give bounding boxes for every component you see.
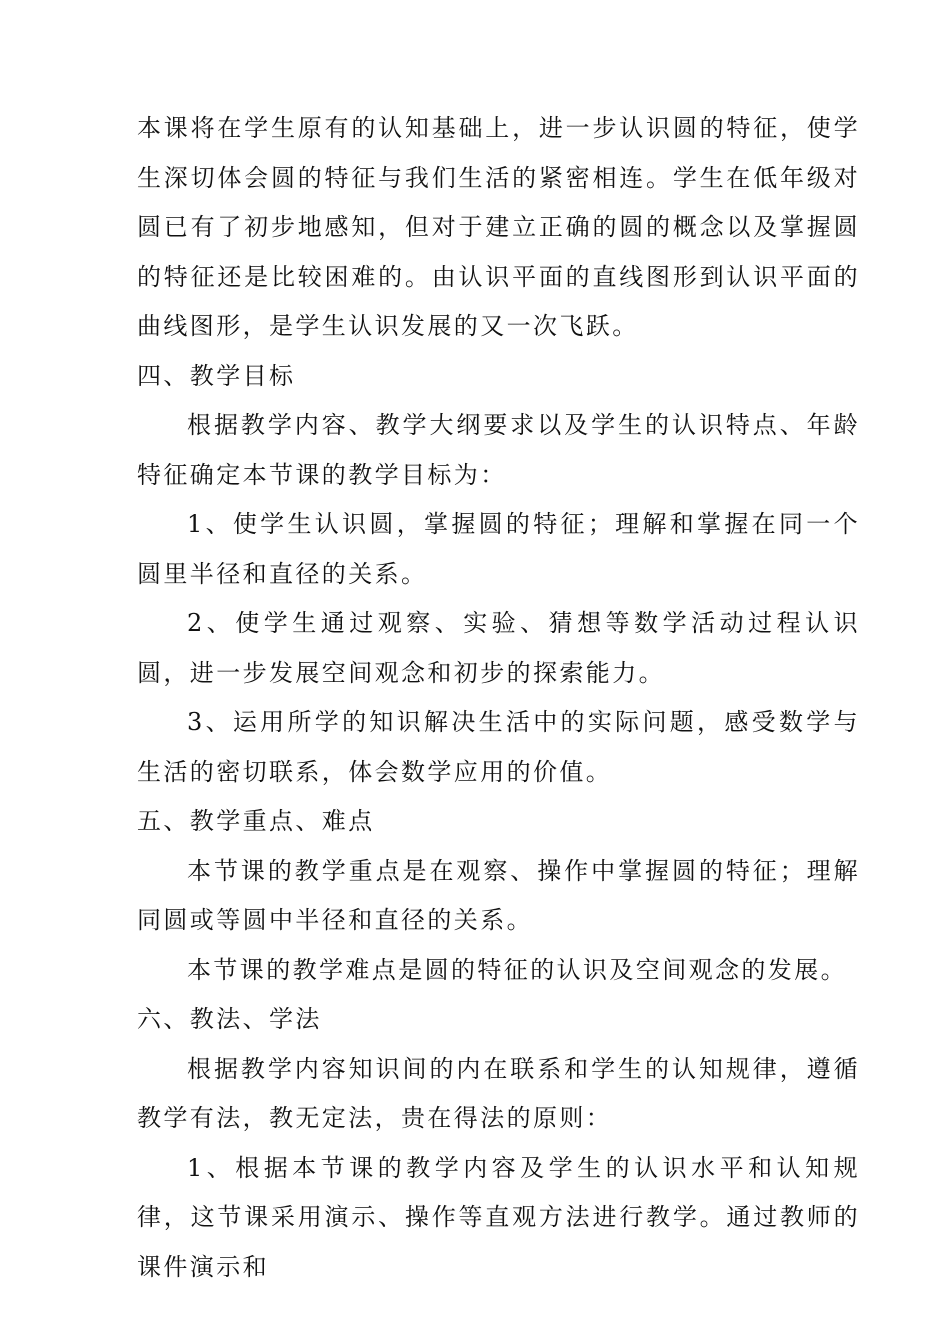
section-heading-methods: 六、教法、学法	[137, 1005, 322, 1033]
goal-item-3: 3、运用所学的知识解决生活中的实际问题，感受数学与生活的密切联系，体会数学应用的价值。	[137, 708, 860, 786]
method-item-1: 1、根据本节课的教学内容及学生的认识水平和认知规律，这节课采用演示、操作等直观方法进行教学。通过教师的课件演示和	[137, 1153, 860, 1281]
goal-item-1: 1、使学生认识圆，掌握圆的特征；理解和掌握在同一个圆里半径和直径的关系。	[137, 510, 860, 588]
document-body	[137, 104, 860, 1292]
paragraph-difficulty: 本节课的教学难点是圆的特征的认识及空间观念的发展。	[187, 955, 847, 984]
section-heading-key-points: 五、教学重点、难点	[137, 807, 375, 835]
paragraph-methods-intro: 根据教学内容知识间的内在联系和学生的认知规律，遵循教学有法，教无定法，贵在得法的原则：	[137, 1054, 860, 1132]
paragraph-intro: 本课将在学生原有的认知基础上，进一步认识圆的特征，使学生深切体会圆的特征与我们生活的紧密相连。学生在低年级对圆已有了初步地感知，但对于建立正确的圆的概念以及掌握圆的特征还是比较困难的。由认识平面的直线图形到认识平面的曲线图形，是学生认识发展的又一次飞跃。	[137, 114, 860, 340]
paragraph-key-point: 本节课的教学重点是在观察、操作中掌握圆的特征；理解同圆或等圆中半径和直径的关系。	[137, 856, 860, 934]
goal-item-2: 2、使学生通过观察、实验、猜想等数学活动过程认识圆，进一步发展空间观念和初步的探索能力。	[137, 609, 860, 687]
section-heading-teaching-goals: 四、教学目标	[137, 361, 296, 390]
paragraph-goals-intro: 根据教学内容、教学大纲要求以及学生的认识特点、年龄特征确定本节课的教学目标为：	[137, 411, 860, 489]
